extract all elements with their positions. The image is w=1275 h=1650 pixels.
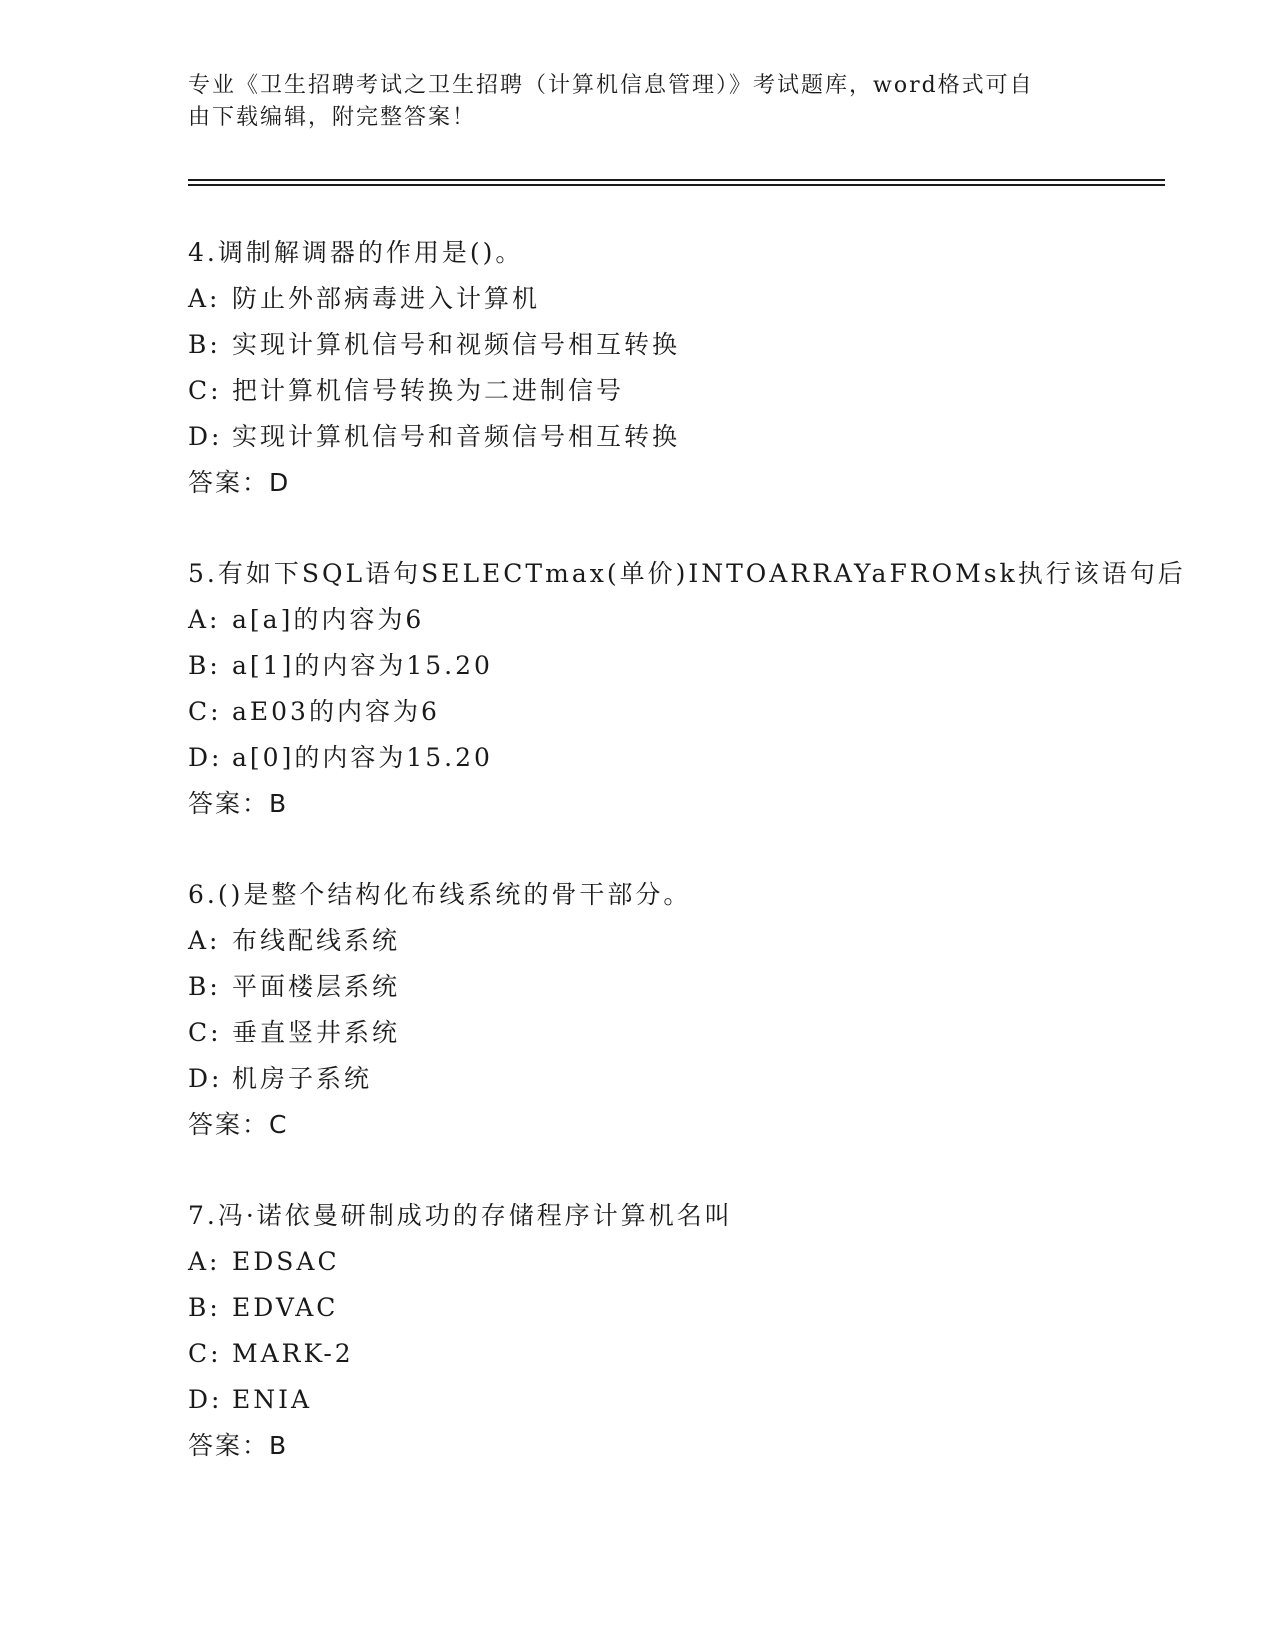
option-key: C: bbox=[188, 1339, 222, 1368]
option-key: D: bbox=[188, 743, 223, 772]
option-key: C: bbox=[188, 697, 222, 726]
header-line-1: 专业《卫生招聘考试之卫生招聘（计算机信息管理）》考试题库，word格式可自 bbox=[188, 73, 1034, 98]
option-key: A: bbox=[188, 926, 221, 955]
question-6 bbox=[188, 872, 1188, 1148]
option-a bbox=[188, 597, 1188, 643]
option-b bbox=[188, 1285, 1188, 1331]
option-key: A: bbox=[188, 1247, 221, 1276]
option-a bbox=[188, 276, 1188, 322]
option-text: 防止外部病毒进入计算机 bbox=[232, 284, 541, 313]
option-text: MARK-2 bbox=[232, 1339, 354, 1368]
option-c bbox=[188, 368, 1188, 414]
option-text: 平面楼层系统 bbox=[232, 972, 401, 1001]
option-key: A: bbox=[188, 605, 221, 634]
question-stem: 7.冯·诺依曼研制成功的存储程序计算机名叫 bbox=[188, 1201, 733, 1230]
option-d bbox=[188, 735, 1188, 781]
option-c bbox=[188, 1010, 1188, 1056]
option-d bbox=[188, 1056, 1188, 1102]
option-text: a[a]的内容为6 bbox=[232, 605, 425, 634]
option-text: 实现计算机信号和音频信号相互转换 bbox=[232, 422, 681, 451]
question-stem: 6.()是整个结构化布线系统的骨干部分。 bbox=[188, 880, 692, 909]
option-b bbox=[188, 964, 1188, 1010]
question-4 bbox=[188, 230, 1188, 506]
option-d bbox=[188, 1377, 1188, 1423]
option-text: 垂直竖井系统 bbox=[232, 1018, 401, 1047]
option-text: aE03的内容为6 bbox=[232, 697, 440, 726]
option-b bbox=[188, 643, 1188, 689]
header-divider-top bbox=[188, 179, 1165, 181]
question-5 bbox=[188, 551, 1188, 827]
option-text: 把计算机信号转换为二进制信号 bbox=[232, 376, 625, 405]
option-b bbox=[188, 322, 1188, 368]
question-stem: 5.有如下SQL语句SELECTmax(单价)INTOARRAYaFROMsk执行该语句后 bbox=[188, 559, 1186, 588]
option-d bbox=[188, 414, 1188, 460]
header-divider-bottom bbox=[188, 184, 1165, 186]
option-text: a[1]的内容为15.20 bbox=[232, 651, 493, 680]
answer-label: 答案：D bbox=[188, 468, 291, 497]
question-7 bbox=[188, 1193, 1188, 1469]
option-text: 实现计算机信号和视频信号相互转换 bbox=[232, 330, 681, 359]
option-a bbox=[188, 1239, 1188, 1285]
header-line-2: 由下载编辑，附完整答案！ bbox=[188, 105, 477, 130]
option-key: B: bbox=[188, 651, 221, 680]
option-key: B: bbox=[188, 330, 221, 359]
option-key: B: bbox=[188, 1293, 221, 1322]
option-key: D: bbox=[188, 1385, 223, 1414]
option-c bbox=[188, 689, 1188, 735]
option-text: 机房子系统 bbox=[232, 1064, 373, 1093]
option-key: B: bbox=[188, 972, 221, 1001]
question-stem: 4.调制解调器的作用是()。 bbox=[188, 238, 524, 267]
option-key: D: bbox=[188, 422, 223, 451]
answer-label: 答案：C bbox=[188, 1110, 289, 1139]
option-key: D: bbox=[188, 1064, 223, 1093]
document-header bbox=[188, 70, 1088, 134]
option-c bbox=[188, 1331, 1188, 1377]
answer-label: 答案：B bbox=[188, 789, 289, 818]
answer-label: 答案：B bbox=[188, 1431, 289, 1460]
option-key: C: bbox=[188, 1018, 222, 1047]
option-text: EDSAC bbox=[232, 1247, 340, 1276]
option-text: a[0]的内容为15.20 bbox=[232, 743, 493, 772]
option-key: C: bbox=[188, 376, 222, 405]
option-key: A: bbox=[188, 284, 221, 313]
option-a bbox=[188, 918, 1188, 964]
option-text: 布线配线系统 bbox=[232, 926, 401, 955]
option-text: ENIA bbox=[232, 1385, 313, 1414]
option-text: EDVAC bbox=[232, 1293, 339, 1322]
